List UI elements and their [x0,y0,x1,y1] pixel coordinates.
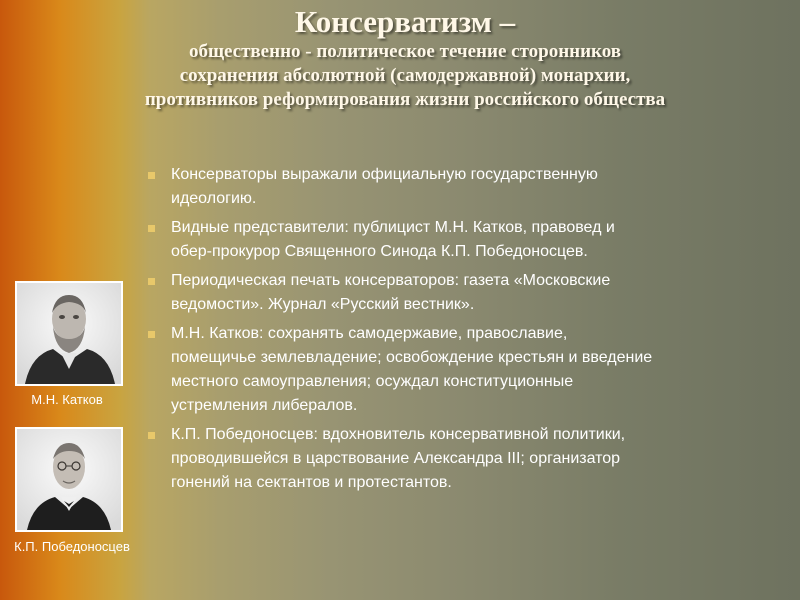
bullet-line: ведомости». Журнал «Русский вестник». [171,296,475,313]
bullet-line: Периодическая печать консерваторов: газета «Московские [171,272,611,289]
bullet-item [148,322,778,418]
bullet-line: К.П. Победоносцев: вдохновитель консервативной политики, [171,426,626,443]
bullet-line: гонений на сектантов и протестантов. [171,474,452,491]
slide-title [20,0,790,112]
bullet-line: идеологию. [171,190,257,207]
bullet-line: проводившейся в царствование Александра III; организатор [171,450,621,467]
bullet-marker-icon [148,278,155,285]
bullet-line: обер-прокурор Священного Синода К.П. Победоносцев. [171,243,588,260]
portrait-caption: К.П. Победоносцев [14,539,130,554]
portrait-caption: М.Н. Катков [31,392,103,407]
bullet-marker-icon [148,432,155,439]
title-subtitle-line: общественно - политическое течение сторонников [188,41,622,62]
portrait-katkov-image [17,283,121,384]
bullet-item [148,269,778,317]
bullet-list [148,163,778,500]
bullet-marker-icon [148,172,155,179]
bullet-marker-icon [148,225,155,232]
title-subtitle-line: сохранения абсолютной (самодержавной) монархии, [179,65,631,86]
bullet-line: устремления либералов. [171,397,358,414]
bullet-item [148,423,778,495]
bullet-line: Видные представители: публицист М.Н. Катков, правовед и [171,219,615,236]
bullet-marker-icon [148,331,155,338]
title-heading: Консерватизм – [294,4,516,39]
bullet-item [148,216,778,264]
portrait-pobedonostsev [15,427,123,532]
bullet-line: М.Н. Катков: сохранять самодержавие, православие, [171,325,568,342]
bullet-line: помещичье землевладение; освобождение крестьян и введение [171,349,653,366]
portrait-katkov [15,281,123,386]
bullet-line: Консерваторы выражали официальную государственную [171,166,598,183]
portrait-pobedonostsev-image [17,429,121,530]
title-subtitle-line: противников реформирования жизни российского общества [144,89,666,110]
bullet-item [148,163,778,211]
bullet-line: местного самоуправления; осуждал конституционные [171,373,574,390]
